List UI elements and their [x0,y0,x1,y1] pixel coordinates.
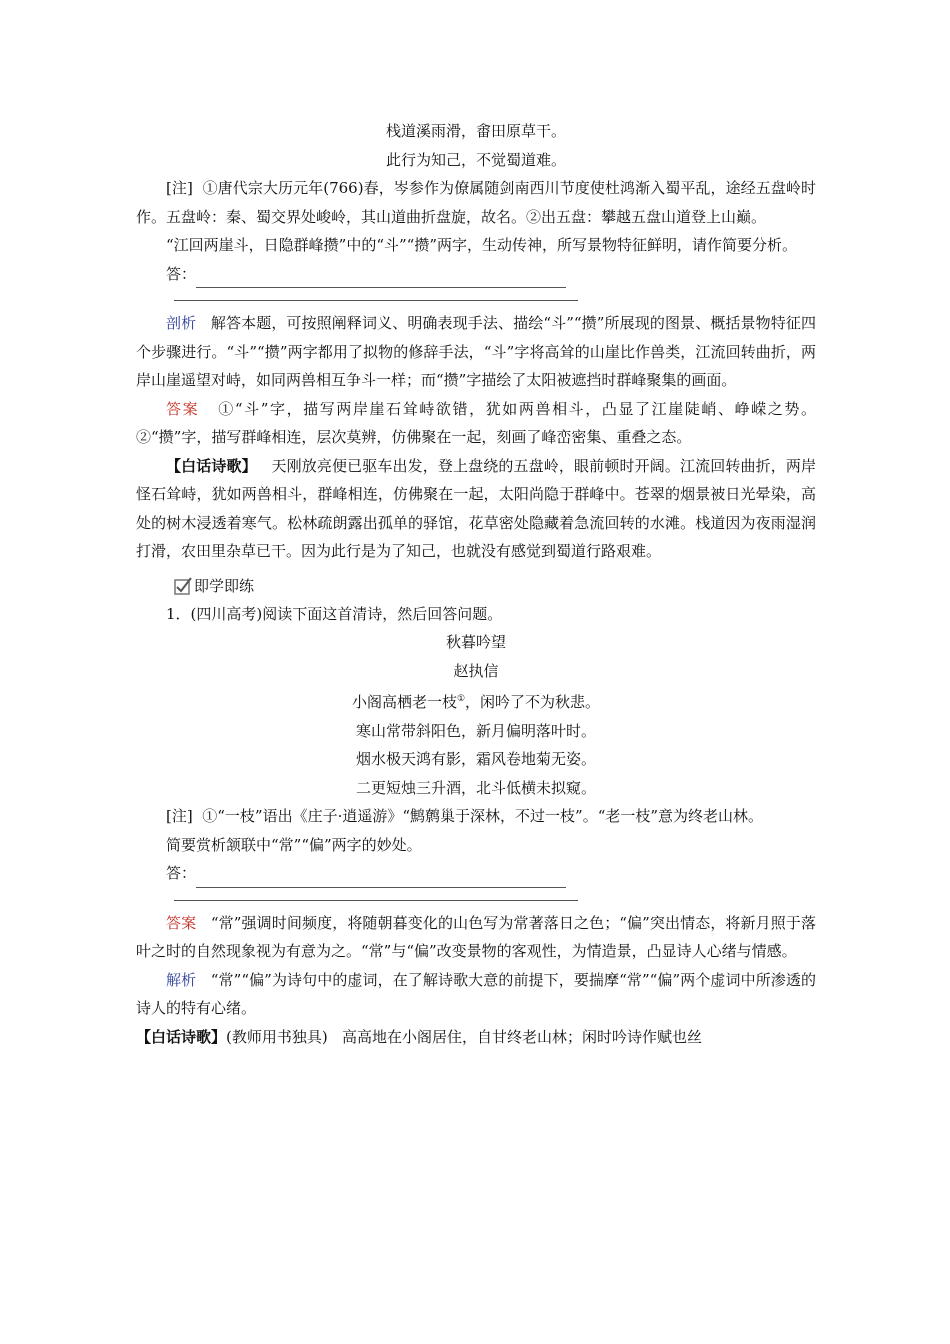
answer-prompt-row [136,260,816,289]
note-text: ①唐代宗大历元年(766)春，岑参作为僚属随剑南西川节度使杜鸿渐入蜀平乱，途经五盘岭时作。五盘岭：秦、蜀交界处峻岭，其山道曲折盘旋，故名。②出五盘：攀越五盘山道登上山巅。 [136,179,816,226]
question-paragraph: “江回两崖斗，日隐群峰攒”中的“斗”“攒”两字，生动传神，所写景物特征鲜明，请作简要分析。 [166,236,798,254]
answer-label: 答案 [166,913,197,932]
note-paragraph [136,174,816,231]
answer-paragraph [136,395,816,452]
poem-author: 赵执信 [453,661,499,680]
answer-blank-line[interactable] [196,273,566,288]
exercise-heading-text: 即学即练 [194,577,255,595]
poem-line: 栈道溪雨滑，畬田原草干。 [385,122,566,140]
poem-title: 秋暮吟望 [445,633,506,651]
vernacular-text: 高高地在小阁居住，自甘终老山林；闲时吟诗作赋也丝 [342,1027,703,1046]
analysis-text: “常”“偏”为诗句中的虚词，在了解诗歌大意的前提下，要揣摩“常”“偏”两个虚词中所渗透的诗人的特有心绪。 [136,970,816,1017]
answer-prompt-row [136,859,816,888]
question-paragraph: 简要赏析颔联中“常”“偏”两字的妙处。 [166,835,422,854]
document-content [136,117,816,1051]
note-paragraph [136,802,816,831]
poem-line: 二更短烛三升酒，北斗低横未拟窥。 [355,778,596,797]
answer-blank-line-2[interactable] [174,900,578,901]
poem-line: 小阁高栖老一枝①，闲吟了不为秋悲。 [351,693,601,711]
analysis-label: 剖析 [166,314,197,332]
answer-prompt: 答： [166,264,197,283]
note-label: [注] [166,179,193,197]
answer-text: ①“斗”字，描写两岸崖石耸峙欲错，犹如两兽相斗，凸显了江崖陡峭、峥嵘之势。②“攒”字，描写群峰相连，层次莫辨，仿佛聚在一起，刻画了峰峦密集、重叠之态。 [136,399,816,446]
note-label: [注] [166,807,193,825]
vernacular-paragraph [136,452,816,566]
checkbox-check-icon [174,577,192,595]
exercise-heading [174,572,816,600]
answer-blank-line-2[interactable] [174,300,578,301]
analysis-label: 解析 [166,970,197,989]
analysis-text: 解答本题，可按照阐释词义、明确表现手法、描绘“斗”“攒”所展现的图景、概括景物特征四个步骤进行。“斗”“攒”两字都用了拟物的修辞手法，“斗”字将高耸的山崖比作兽类，江流回转曲折，两岸山崖遥望对峙，如同两兽相互争斗一样；而“攒”字描绘了太阳被遮挡时群峰聚集的画面。 [136,314,816,389]
answer-paragraph [136,909,816,966]
answer-prompt: 答： [166,864,197,882]
vernacular-text: 天刚放亮便已驱车出发，登上盘绕的五盘岭，眼前顿时开阔。江流回转曲折，两岸怪石耸峙，犹如两兽相斗，群峰相连，仿佛聚在一起，太阳尚隐于群峰中。苍翠的烟景被日光晕染，高处的树木浸透着寒气。松林疏朗露出孤单的驿馆，花草密处隐藏着急流回转的水滩。栈道因为夜雨湿润打滑，农田里杂草已干。因为此行是为了知己，也就没有感觉到蜀道行路艰难。 [136,456,816,560]
vernacular-label-note: (教师用书独具) [226,1027,328,1046]
answer-blank-line[interactable] [196,873,566,888]
vernacular-label: 【白话诗歌】 [166,456,257,475]
answer-label: 答案 [166,399,200,418]
analysis-paragraph [136,966,816,1023]
note-text: ①“一枝”语出《庄子·逍遥游》“鹪鹩巢于深林，不过一枝”。“老一枝”意为终老山林。 [202,807,764,825]
exercise-intro: 1．(四川高考)阅读下面这首清诗，然后回答问题。 [166,604,503,623]
poem-line: 此行为知己，不觉蜀道难。 [385,150,566,169]
poem-line: 寒山常带斜阳色，新月偏明落叶时。 [355,721,596,740]
analysis-paragraph [136,309,816,395]
answer-text: “常”强调时间频度，将随朝暮变化的山色写为常著落日之色；“偏”突出情态，将新月照于落叶之时的自然现象视为有意为之。“常”与“偏”改变景物的客观性，为情造景，凸显诗人心绪与情感。 [136,913,816,960]
footnote-marker: ① [456,694,466,704]
vernacular-label: 【白话诗歌】 [136,1027,227,1046]
poem-line: 烟水极天鸿有影，霜风卷地菊无姿。 [355,750,596,768]
vernacular-paragraph [136,1023,816,1052]
